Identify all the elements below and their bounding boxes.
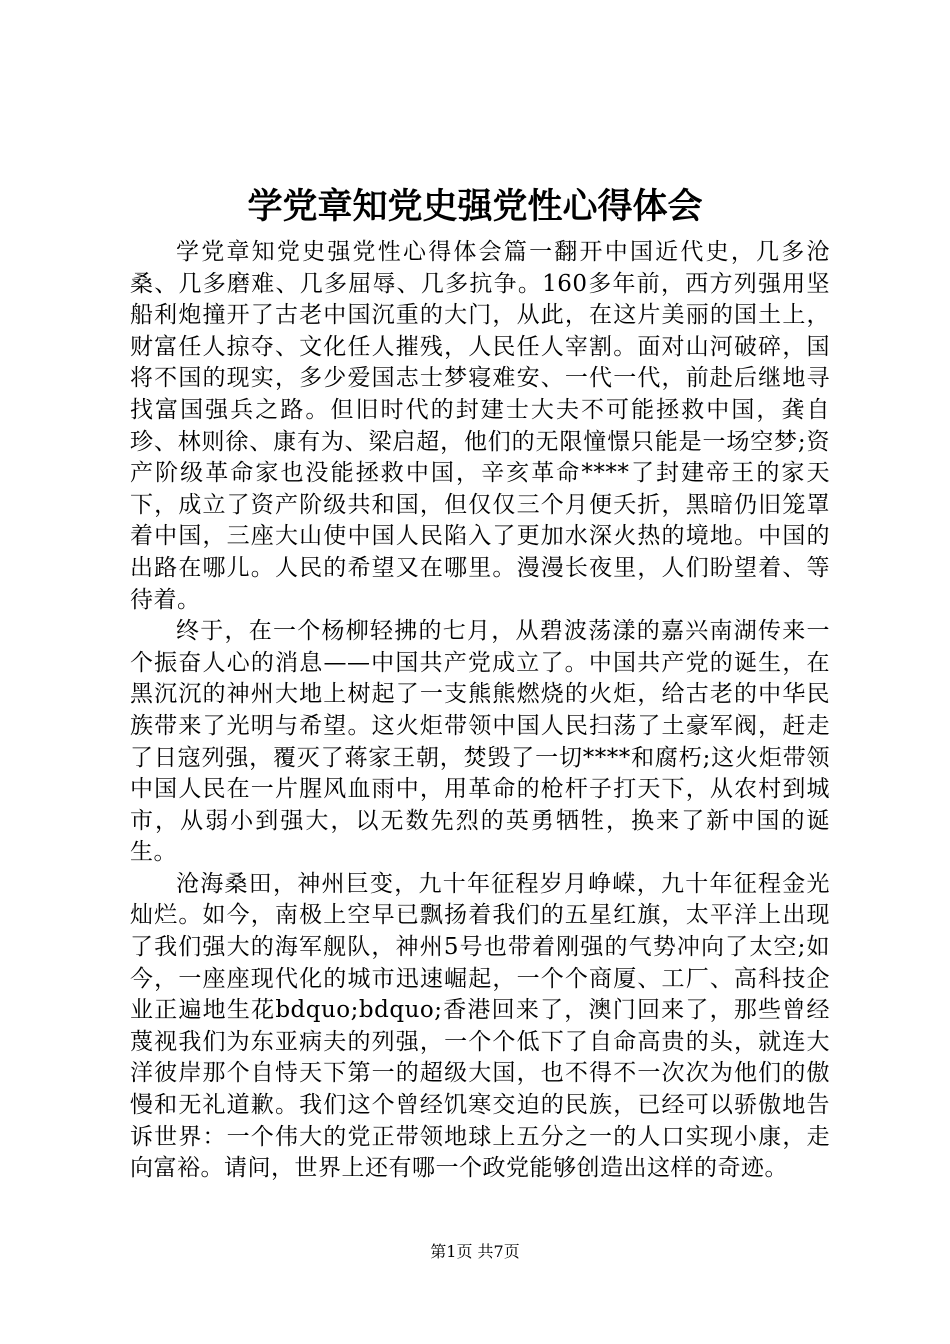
- paragraph-2: 终于，在一个杨柳轻拂的七月，从碧波荡漾的嘉兴南湖传来一个振奋人心的消息——中国共产党成立了。中国共产党的诞生，在黑沉沉的神州大地上树起了一支熊熊燃烧的火炬，给古老的中华民族带来了光明与希望。这火炬带领中国人民扫荡了土豪军阀，赶走了日寇列强，覆灭了蒋家王朝，焚毁了一切****和腐朽;这火炬带领中国人民在一片腥风血雨中，用革命的枪杆子打天下，从农村到城市，从弱小到强大，以无数先烈的英勇牺牲，换来了新中国的诞生。: [130, 618, 830, 866]
- page-number-footer: 第1页 共7页: [430, 1242, 520, 1261]
- paragraph-1: 学党章知党史强党性心得体会篇一翻开中国近代史，几多沧桑、几多磨难、几多屈辱、几多抗争。160多年前，西方列强用坚船利炮撞开了古老中国沉重的大门，从此，在这片美丽的国土上，财富任人掠夺、文化任人摧残，人民任人宰割。面对山河破碎，国将不国的现实，多少爱国志士梦寝难安、一代一代，前赴后继地寻找富国强兵之路。但旧时代的封建士大夫不可能拯救中国，龚自珍、林则徐、康有为、梁启超，他们的无限憧憬只能是一场空梦;资产阶级革命家也没能拯救中国，辛亥革命****了封建帝王的家天下，成立了资产阶级共和国，但仅仅三个月便夭折，黑暗仍旧笼罩着中国，三座大山使中国人民陷入了更加水深火热的境地。中国的出路在哪儿。人民的希望又在哪里。漫漫长夜里，人们盼望着、等待着。: [130, 239, 830, 613]
- document-body: [130, 237, 830, 1185]
- page-title: 学党章知党史强党性心得体会: [247, 186, 703, 227]
- paragraph-3: 沧海桑田，神州巨变，九十年征程岁月峥嵘，九十年征程金光灿烂。如今，南极上空早已飘扬着我们的五星红旗，太平洋上出现了我们强大的海军舰队，神州5号也带着刚强的气势冲向了太空;如今，一座座现代化的城市迅速崛起，一个个商厦、工厂、高科技企业正遍地生花bdquo;bdquo;香港回来了，澳门回来了，那些曾经蔑视我们为东亚病夫的列强，一个个低下了自命高贵的头，就连大洋彼岸那个自恃天下第一的超级大国，也不得不一次次为他们的傲慢和无礼道歉。我们这个曾经饥寒交迫的民族，已经可以骄傲地告诉世界：一个伟大的党正带领地球上五分之一的人口实现小康，走向富裕。请问，世界上还有哪一个政党能够创造出这样的奇迹。: [130, 870, 830, 1182]
